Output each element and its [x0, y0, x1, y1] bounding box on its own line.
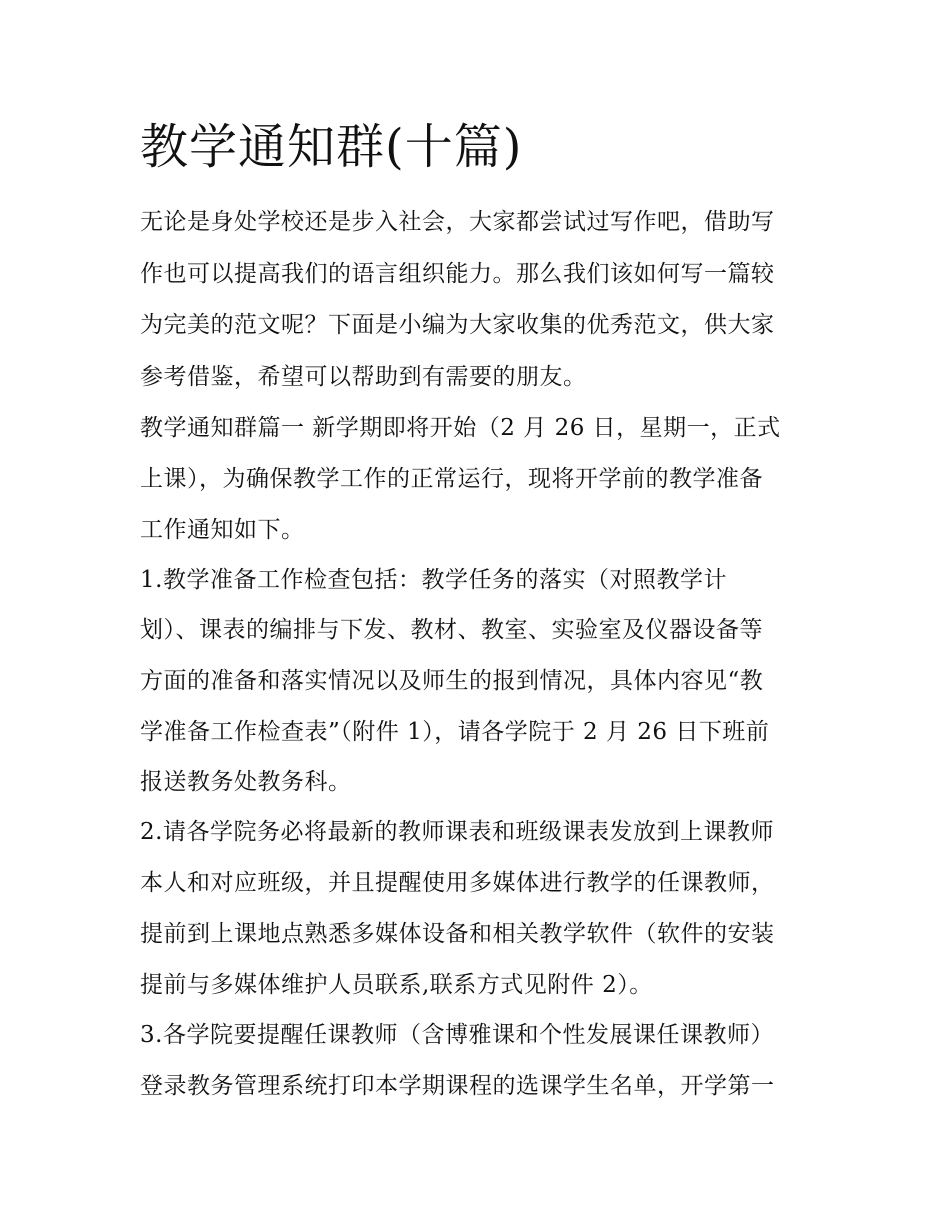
body-line: 无论是身处学校还是步入社会，大家都尝试过写作吧，借助写: [140, 209, 775, 235]
body-line: 3.各学院要提醒任课教师（含博雅课和个性发展课任课教师）: [140, 1022, 774, 1048]
body-line: 上课），为确保教学工作的正常运行，现将开学前的教学准备: [140, 466, 763, 492]
body-line: 划）、课表的编排与下发、教材、教室、实验室及仪器设备等: [140, 617, 763, 643]
body-line: 方面的准备和落实情况以及师生的报到情况，具体内容见“教: [140, 668, 764, 694]
body-line: 参考借鉴，希望可以帮助到有需要的朋友。: [140, 364, 587, 390]
body-line: 提前到上课地点熟悉多媒体设备和相关教学软件（软件的安装: [140, 921, 775, 947]
body-line: 2.请各学院务必将最新的教师课表和班级课表发放到上课教师: [140, 819, 774, 845]
body-line: 为完美的范文呢？下面是小编为大家收集的优秀范文，供大家: [140, 312, 775, 338]
body-line: 登录教务管理系统打印本学期课程的选课学生名单，开学第一: [140, 1073, 775, 1099]
body-line: 1.教学准备工作检查包括：教学任务的落实（对照教学计: [140, 567, 727, 593]
body-line: 提前与多媒体维护人员联系,联系方式见附件 2）。: [140, 972, 653, 998]
document-title: 教学通知群(十篇): [140, 119, 523, 175]
body-line: 报送教务处教务科。: [140, 769, 352, 795]
body-line: 学准备工作检查表”（附件 1），请各学院于 2 月 26 日下班前: [140, 719, 770, 745]
body-line: 工作通知如下。: [140, 517, 305, 543]
body-line: 本人和对应班级，并且提醒使用多媒体进行教学的任课教师，: [140, 870, 775, 896]
body-line: 教学通知群篇一 新学期即将开始（2 月 26 日，星期一，正式: [140, 415, 781, 441]
body-line: 作也可以提高我们的语言组织能力。那么我们该如何写一篇较: [140, 261, 775, 287]
